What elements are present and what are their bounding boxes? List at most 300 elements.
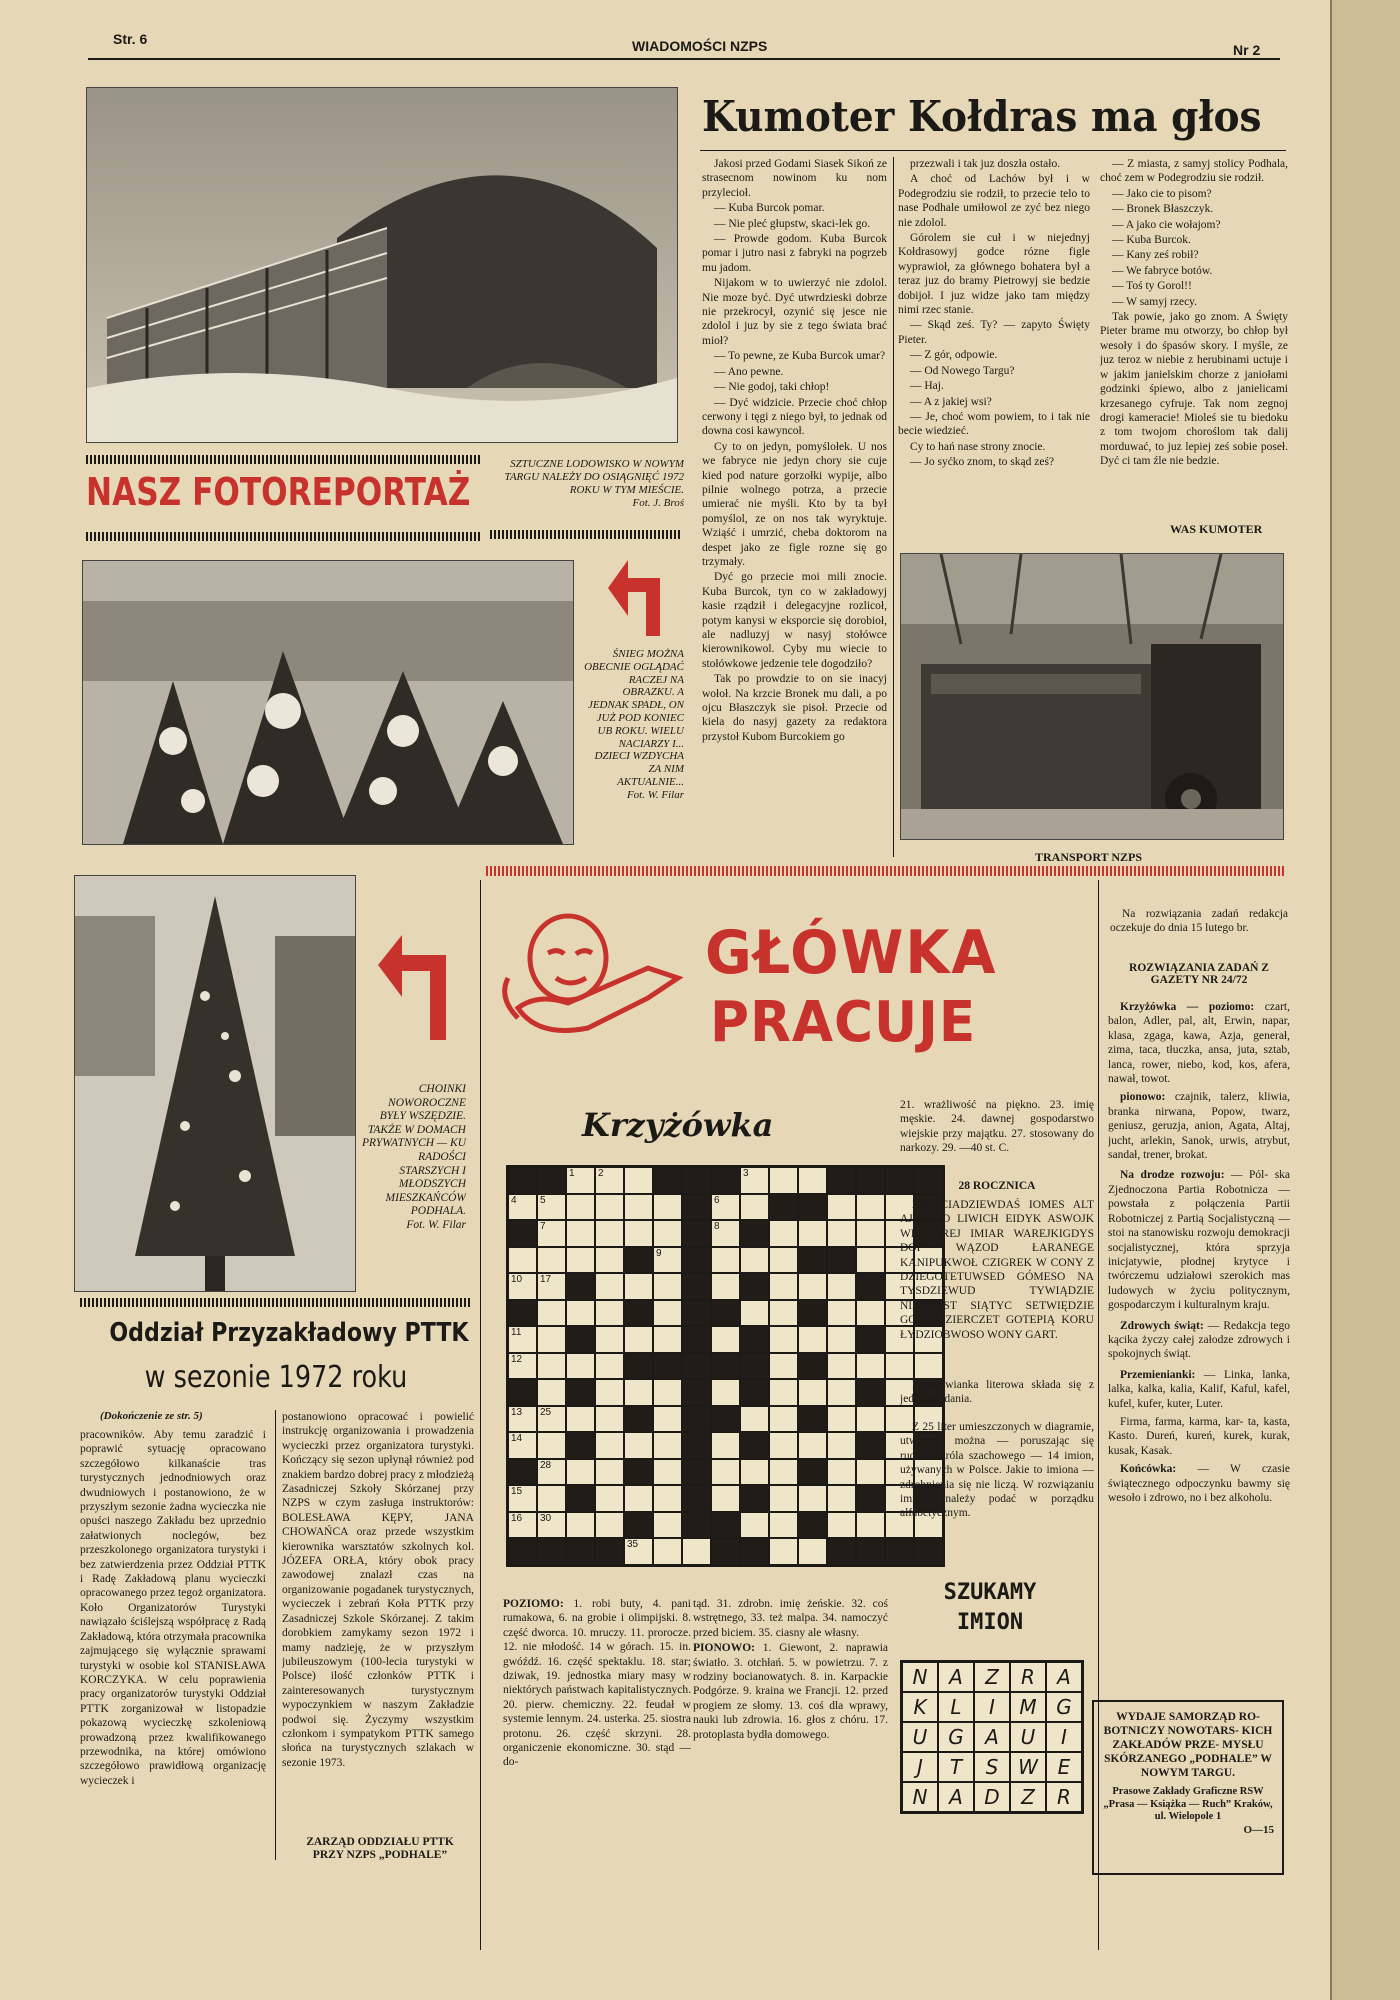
colophon-box <box>1092 1700 1284 1875</box>
kumoter-p: — Kany ześ robił? <box>1112 249 1199 262</box>
crossword-cell[interactable] <box>827 1512 856 1539</box>
crossword-cell[interactable] <box>827 1300 856 1327</box>
crossword-cell[interactable] <box>653 1194 682 1221</box>
letter-cell: A <box>1046 1662 1082 1692</box>
crossword-cell[interactable] <box>624 1379 653 1406</box>
letter-cell: K <box>902 1692 938 1722</box>
crossword-clues-mid <box>693 1597 888 1867</box>
crossword-cell[interactable] <box>653 1220 682 1247</box>
crossword-block <box>624 1247 653 1274</box>
crossword-cell[interactable] <box>537 1273 566 1300</box>
crossword-cell[interactable] <box>798 1167 827 1194</box>
crossword-cell[interactable] <box>856 1406 885 1433</box>
crossword-cell[interactable] <box>595 1220 624 1247</box>
crossword-number: 12 <box>511 1353 523 1365</box>
kumoter-p: — Prowde godom. Kuba Burcok pomar i jutro nasi z fabryki na pogrzeb mu jadom. <box>702 233 887 274</box>
crossword-cell[interactable] <box>856 1353 885 1380</box>
kumoter-p: — Bronek Błaszczyk. <box>1112 203 1214 216</box>
crossword-cell[interactable] <box>740 1512 769 1539</box>
kumoter-col-3 <box>1100 157 1288 525</box>
letter-cell: G <box>1046 1692 1082 1722</box>
crossword-cell[interactable] <box>711 1194 740 1221</box>
crossword-cell[interactable] <box>595 1194 624 1221</box>
crossword-block <box>595 1538 624 1565</box>
crossword-number: 13 <box>511 1406 523 1418</box>
crossword-block <box>827 1538 856 1565</box>
crossword-cell[interactable] <box>827 1326 856 1353</box>
red-arrow-icon <box>598 548 670 640</box>
crossword-cell[interactable] <box>856 1194 885 1221</box>
crossword-cell[interactable] <box>856 1459 885 1486</box>
crossword-cell[interactable] <box>566 1512 595 1539</box>
crossword-block <box>740 1538 769 1565</box>
kumoter-p: — W samyj rzecy. <box>1112 295 1198 308</box>
sol-droga-label: Na drodze rozwoju: <box>1120 1169 1225 1182</box>
crossword-cell[interactable] <box>740 1300 769 1327</box>
letter-cell: A <box>938 1782 974 1812</box>
crossword-cell[interactable] <box>595 1353 624 1380</box>
letter-cell: I <box>1046 1722 1082 1752</box>
crossword-block <box>856 1167 885 1194</box>
colophon-printer: Prasowe Zakłady Graficzne RSW „Prasa — Książka — Ruch” Kraków, ul. Wielopole 1 <box>1103 1786 1273 1822</box>
crossword-cell[interactable] <box>653 1406 682 1433</box>
crossword-cell[interactable] <box>566 1300 595 1327</box>
crossword-cell[interactable] <box>827 1220 856 1247</box>
crossword-block <box>508 1538 537 1565</box>
kumoter-p: — Skąd ześ. Ty? — zapyto Święty Pieter. <box>898 319 1090 346</box>
snow-image <box>83 561 573 844</box>
crossword-cell[interactable] <box>740 1247 769 1274</box>
crossword-cell[interactable] <box>653 1512 682 1539</box>
colophon-text: WYDAJE SAMORZĄD RO- BOTNICZY NOWOTARS- KICH ZAKŁADÓW PRZE- MYSŁU SKÓRZANEGO „PODHALE” W NOWYM TARGU. <box>1103 1711 1273 1779</box>
caption-hatch <box>490 530 680 539</box>
crossword-cell[interactable] <box>595 1459 624 1486</box>
foto-hatch-top <box>86 455 481 464</box>
caption-ice-rink-text: SZTUCZNE LODOWISKO W NOWYM TARGU NALEŻY DO OSIĄGNIĘĆ 1972 ROKU W TYM MIEŚCIE. <box>504 458 684 496</box>
sol-przemienianki <box>1108 1368 1290 1411</box>
crossword-block <box>682 1432 711 1459</box>
fotoreportaz-title: NASZ FOTOREPORTAŻ <box>86 470 471 514</box>
crossword-cell[interactable] <box>595 1247 624 1274</box>
kumoter-p: Cy to on jedyn, pomyślołek. U nos we fabryce nie jedyn chory sie cuje kied pod nature gorzołki wypije, albo pilnie wolnego potrza, a przecie umierać nie myśli. Kto by ta był pomyślol, ze on nos tak wyryktuje. Wziąść i umrzić, cheba doktorom na despet jako ze figle rozne się go trzymały. <box>702 440 887 568</box>
crossword-cell[interactable] <box>537 1379 566 1406</box>
header-rule <box>88 58 1280 60</box>
kumoter-p: — Nie pleć głupstw, skaci-lek go. <box>714 217 871 230</box>
crossword-cell[interactable] <box>537 1406 566 1433</box>
ice-rink-image <box>87 88 677 442</box>
crossword-cell[interactable] <box>624 1220 653 1247</box>
crossword-cell[interactable] <box>624 1485 653 1512</box>
kumoter-p: Górolem sie cuł i w niejednyj Kołdrasowyj godce rózne figle wyprawioł, za głównego bohatera był a teraz juz do bramy Pietrowyj sie bedzie dobijoł. I juz widze jako tam między nimi rzec stanie. <box>898 232 1090 317</box>
crossword-cell[interactable] <box>827 1406 856 1433</box>
foto-hatch-bottom <box>86 532 481 541</box>
crossword-block <box>566 1485 595 1512</box>
crossword-cell[interactable] <box>508 1353 537 1380</box>
crossword-block <box>624 1459 653 1486</box>
crossword-cell[interactable] <box>508 1485 537 1512</box>
crossword-number: 4 <box>511 1194 517 1206</box>
crossword-cell[interactable] <box>798 1273 827 1300</box>
crossword-cell[interactable] <box>769 1379 798 1406</box>
caption-snow-text: ŚNIEG MOŻNA OBECNIE OGLĄDAĆ RACZEJ NA OBRAZKU. A JEDNAK SPADŁ, ON JUŻ POD KONIEC UB ROKU. WIELU NACIARZY I... DZIECI WZDYCHA ZA NIM AKTUALNIE... <box>584 648 684 788</box>
kumoter-p: — To pewne, ze Kuba Burcok umar? <box>714 350 886 363</box>
kumoter-p: — We fabryce botów. <box>1112 264 1213 277</box>
crossword-cell[interactable] <box>537 1220 566 1247</box>
crossword-block <box>711 1538 740 1565</box>
kumoter-p: — Z gór, odpowie. <box>910 349 998 362</box>
crossword-cell[interactable] <box>537 1326 566 1353</box>
page-number: Str. 6 <box>113 31 148 47</box>
crossword-cell[interactable] <box>653 1326 682 1353</box>
crossword-cell[interactable] <box>595 1379 624 1406</box>
caption-ice-rink <box>488 458 684 510</box>
crossword-block <box>566 1432 595 1459</box>
letter-cell: R <box>1046 1782 1082 1812</box>
crossword-cell[interactable] <box>769 1247 798 1274</box>
crossword-cell[interactable] <box>769 1406 798 1433</box>
crossword-block <box>624 1512 653 1539</box>
crossword-block <box>508 1220 537 1247</box>
kumoter-p: — Haj. <box>910 380 944 393</box>
crossword-cell[interactable] <box>566 1406 595 1433</box>
crossword-cell[interactable] <box>508 1406 537 1433</box>
letter-cell: A <box>938 1662 974 1692</box>
crossword-cell[interactable] <box>624 1194 653 1221</box>
crossword-cell[interactable] <box>769 1432 798 1459</box>
photo-christmas-tree <box>74 875 356 1292</box>
crossword-cell[interactable] <box>595 1512 624 1539</box>
photo-snow <box>82 560 574 845</box>
crossword-block <box>566 1379 595 1406</box>
crossword-cell[interactable] <box>537 1512 566 1539</box>
kumoter-p: przezwali i tak juz doszła ostało. <box>910 158 1061 170</box>
poziomo-cont: tąd. 31. zdrobn. imię żeńskie. 32. coś wstrętnego, 33. też malpa. 34. namoczyć przed biciem. 35. ciasny ale własny. <box>693 1598 888 1639</box>
crossword-block <box>653 1353 682 1380</box>
crossword-cell[interactable] <box>711 1485 740 1512</box>
crossword-block <box>682 1353 711 1380</box>
crossword-cell[interactable] <box>595 1273 624 1300</box>
pttk-title-line2: w sezonie 1972 roku <box>144 1360 408 1395</box>
crossword-cell[interactable] <box>769 1512 798 1539</box>
pttk-hatch <box>80 1298 472 1307</box>
crossword-block <box>798 1300 827 1327</box>
crossword-cell[interactable] <box>711 1220 740 1247</box>
crossword-block <box>682 1326 711 1353</box>
credit-snow: Fot. W. Filar <box>626 788 684 801</box>
crossword-cell[interactable] <box>769 1220 798 1247</box>
crossword-cell[interactable] <box>740 1194 769 1221</box>
poziomo-text: 1. robi buty, 4. pani rumakowa, 6. na grobie i olimpijski. 8. część dworca. 10. mruczy. 11. prorocze. 12. nie młodość. 14 w górach. 15. in. gwóźdź. 16. część spektaklu. 18. star; dziwak, 19. jednostka miary masy w niektórych państwach kapitalistycznych. 20. pierw. chemiczny. 22. feudał w systemie lennym. 24. usterka. 25. siostra protonu. 26. część skrzyni. 28. organiczenie ekonomiczne. 30. stąd — do- <box>503 1598 691 1769</box>
crossword-cell[interactable] <box>508 1326 537 1353</box>
crossword-cell[interactable] <box>827 1432 856 1459</box>
crossword-cell[interactable] <box>827 1459 856 1486</box>
crossword-block <box>798 1459 827 1486</box>
crossword-cell[interactable] <box>624 1326 653 1353</box>
kumoter-p: — Jako cie to pisom? <box>1112 187 1212 200</box>
photo-ice-rink <box>86 87 678 443</box>
crossword-cell[interactable] <box>653 1300 682 1327</box>
crossword-cell[interactable] <box>856 1220 885 1247</box>
photo-transport <box>900 553 1284 840</box>
crossword-cell[interactable] <box>653 1273 682 1300</box>
crossword-block <box>856 1432 885 1459</box>
crossword-block <box>856 1273 885 1300</box>
crossword-cell[interactable] <box>537 1247 566 1274</box>
crossword-cell[interactable] <box>537 1300 566 1327</box>
crossword-block <box>856 1379 885 1406</box>
crossword-cell[interactable] <box>624 1167 653 1194</box>
crossword-cell[interactable] <box>624 1538 653 1565</box>
crossword-cell[interactable] <box>740 1167 769 1194</box>
pttk-signature: ZARZĄD ODDZIAŁU PTTK PRZY NZPS „PODHALE” <box>306 1836 454 1861</box>
letter-cell: W <box>1010 1752 1046 1782</box>
crossword-cell[interactable] <box>856 1512 885 1539</box>
crossword-cell[interactable] <box>798 1220 827 1247</box>
crossword-block <box>682 1459 711 1486</box>
letter-grid <box>900 1660 1084 1814</box>
crossword-block <box>798 1247 827 1274</box>
crossword-cell[interactable] <box>711 1459 740 1486</box>
clues-continued: 21. wrażliwość na piękno. 23. imię męskie. 24. dawnej gospodarstwo wiejskie przy majątku. 27. stosowany do narkozy. 29. —40 st. C. <box>900 1099 1094 1155</box>
crossword-block <box>856 1485 885 1512</box>
crossword-cell[interactable] <box>827 1194 856 1221</box>
christmas-tree-image <box>75 876 355 1291</box>
crossword-cell[interactable] <box>798 1379 827 1406</box>
red-separator <box>486 866 1286 876</box>
kumoter-p: — Dyć widzicie. Przecie choć chłop cerwony i tęgi z niego był, to jednak od downa cosi kawyncoł. <box>702 396 887 438</box>
kumoter-p: Tak po prowdzie to on sie inacyj wołoł. Na krzcie Bronek mu dali, a po ojcu Błaszczyk sie pisoł. Przecie od kiela do nasyj gazety za redaktora przystoł Kubom Burcokiem go <box>702 673 887 743</box>
crossword-cell[interactable] <box>595 1432 624 1459</box>
crossword-cell[interactable] <box>827 1485 856 1512</box>
crossword-block <box>711 1167 740 1194</box>
crossword-cell[interactable] <box>537 1485 566 1512</box>
crossword-cell[interactable] <box>508 1273 537 1300</box>
crossword-block <box>682 1485 711 1512</box>
kumoter-title: Kumoter Kołdras ma głos <box>702 92 1262 141</box>
crossword-cell[interactable] <box>566 1220 595 1247</box>
crossword-cell[interactable] <box>537 1432 566 1459</box>
crossword-cell[interactable] <box>508 1432 537 1459</box>
crossword-cell[interactable] <box>508 1194 537 1221</box>
crossword-cell[interactable] <box>624 1432 653 1459</box>
poziomo-label: POZIOMO: <box>503 1598 564 1610</box>
crossword-number: 35 <box>627 1539 639 1550</box>
crossword-cell[interactable] <box>769 1300 798 1327</box>
crossword-cell[interactable] <box>537 1194 566 1221</box>
kumoter-p: — Z miasta, z samyj stolicy Podhala, choć zem w Podegrodziu sie rodził. <box>1100 158 1288 185</box>
crossword-block <box>740 1326 769 1353</box>
sol-koncowka-label: Końcówka: <box>1120 1463 1177 1476</box>
crossword-cell[interactable] <box>856 1247 885 1274</box>
kumoter-p: — Kuba Burcok. <box>1112 234 1191 247</box>
crossword-block <box>682 1273 711 1300</box>
colophon-code: O—15 <box>1243 1823 1274 1836</box>
crossword-cell[interactable] <box>508 1247 537 1274</box>
crossword-cell[interactable] <box>595 1167 624 1194</box>
letter-cell: Z <box>1010 1782 1046 1812</box>
sol-droga-text: — Pól- ska Zjednoczona Partia Robotnicza — powstała z połączenia Partii Robotniczej z Partią Socjalistyczną — stoi na stanowisku rozwoju demokracji socjalistycznej, która sprzyja inicjatywie, płodnej krytyce i twórczemu udziałowi szerokich mas ludowych w życiu politycznym, gospodarczym i kulturalnym kraju. <box>1108 1169 1290 1312</box>
crossword-block <box>682 1167 711 1194</box>
sol-przemienianki-text: — Linka, lanka, lalka, kalka, kalia, Kalif, Kaful, kafel, kufel, kufer, kuter, Luter. <box>1108 1368 1290 1410</box>
letter-cell: N <box>902 1662 938 1692</box>
transport-image <box>901 554 1283 839</box>
sol-zdrowych-text: — Redakcja tego kącika życzy całej załodze zdrowych i spokojnych świąt. <box>1108 1319 1290 1361</box>
crossword-cell[interactable] <box>537 1353 566 1380</box>
crossword-block <box>624 1300 653 1327</box>
imion-text: Z 25 liter umieszczonych w diagramie, utworzyć można — poruszając się ruchem króla szachowego — 14 imion, używanych w Polsce. Jakie to imiona — zdrobnienia się nie liczą. W rozwiązaniu imiona należy podać w porządku alfabetycznym. <box>900 1421 1094 1520</box>
crossword-cell[interactable] <box>856 1300 885 1327</box>
crossword-block <box>508 1379 537 1406</box>
crossword-number: 17 <box>540 1274 552 1285</box>
kumoter-p: — A jako cie wołajom? <box>1112 218 1221 231</box>
sol-przemienianki-label: Przemienianki: <box>1120 1368 1196 1381</box>
pionowo-text: 1. Giewont, 2. naprawia światło. 3. otchłań. 5. w powietrzu. 7. z rodziny bocianowatych. 8. in. Karpackie Podgórze. 9. kraina we Francji. 12. przed progiem ze słomy. 13. coś dla wprawy, nauki lub zdrowia. 16. głos z chóru. 17. protoplasta bydła domowego. <box>693 1642 888 1741</box>
szukamy-line1: SZUKAMY <box>943 1580 1037 1605</box>
crossword-cell[interactable] <box>711 1273 740 1300</box>
crossword-cell[interactable] <box>769 1459 798 1486</box>
crossword-cell[interactable] <box>769 1273 798 1300</box>
crossword-cell[interactable] <box>508 1512 537 1539</box>
sol-firma: Firma, farma, karma, kar- ta, kasta, Kasto. Dureń, kureń, kurek, kurak, kusak, Kasak. <box>1108 1415 1290 1457</box>
kumoter-p: — Od Nowego Targu? <box>910 364 1015 377</box>
pionowo-clues <box>693 1641 888 1742</box>
crossword-cell[interactable] <box>711 1432 740 1459</box>
pttk-divider <box>275 1410 276 1860</box>
letter-cell: I <box>974 1692 1010 1722</box>
pionowo-label: PIONOWO: <box>693 1642 755 1655</box>
crossword-block <box>827 1247 856 1274</box>
crossword-block <box>827 1167 856 1194</box>
crossword-cell[interactable] <box>653 1432 682 1459</box>
letter-cell: N <box>902 1782 938 1812</box>
crossword-cell[interactable] <box>769 1538 798 1565</box>
crossword-cell[interactable] <box>769 1326 798 1353</box>
crossword-cell[interactable] <box>740 1459 769 1486</box>
kumoter-p: — Kuba Burcok pomar. <box>714 202 825 215</box>
crossword-cell[interactable] <box>595 1406 624 1433</box>
crossword-cell[interactable] <box>566 1459 595 1486</box>
crossword-block <box>682 1379 711 1406</box>
crossword-cell[interactable] <box>798 1485 827 1512</box>
sol-krzyzowka-text: czart, balon, Adler, pal, alt, Erwin, napar, klasa, zgaga, kawa, Azja, generał, zima, taca, tłuczka, ansa, juta, sztab, lanca, rower, niebo, kod, kos, afera, nawał, towot. <box>1108 1001 1290 1086</box>
rocznica-text: ŻUJ CIADZIEWDAŚ IOMES ALT AJMI DO LIWICH EIDYK ASWOJK WESZPIREJ IMIAR WAREJKIGDYS DOP WĄZOD ŁARANEGE KANIPUKWOŁ CZIGREK W CONY Z DZIEGOTETUWSED GÓMESO NA TYSDZIEWUD TYWIĄDZIE NIACZYST SIĄTYC SETWIĘDZIE GOTESDZIERCZET GOTEPIĄ KORU ŁYDZIOBWOSO WONY GART. <box>900 1199 1094 1341</box>
crossword-block <box>769 1194 798 1221</box>
red-arrow-icon <box>368 925 458 1045</box>
solutions-body <box>1108 1000 1290 1640</box>
kumoter-p: — Nie godoj, taki chłop! <box>714 381 830 394</box>
solutions-head: ROZWIĄZANIA ZADAŃ Z GAZETY NR 24/72 <box>1129 962 1269 986</box>
crossword-block <box>508 1300 537 1327</box>
crossword-cell[interactable] <box>827 1273 856 1300</box>
crossword-block <box>537 1538 566 1565</box>
crossword-block <box>682 1194 711 1221</box>
crossword-cell[interactable] <box>798 1432 827 1459</box>
crossword-cell[interactable] <box>769 1353 798 1380</box>
crossword-cell[interactable] <box>798 1538 827 1565</box>
kumoter-col-divider-1 <box>893 157 894 857</box>
crossword-cell[interactable] <box>711 1326 740 1353</box>
sol-pionowo <box>1108 1090 1290 1162</box>
crossword-cell[interactable] <box>711 1247 740 1274</box>
crossword-number: 16 <box>511 1512 523 1524</box>
crossword-cell[interactable] <box>711 1379 740 1406</box>
solutions-intro: Na rozwiązania zadań redakcja oczekuje do dnia 15 lutego br. <box>1110 908 1288 935</box>
crossword-number: 5 <box>540 1194 546 1206</box>
crossword-cell[interactable] <box>566 1353 595 1380</box>
crossword-cell[interactable] <box>566 1247 595 1274</box>
crossword-block <box>566 1538 595 1565</box>
letter-cell: S <box>974 1752 1010 1782</box>
letter-cell: A <box>974 1722 1010 1752</box>
crossword-cell[interactable] <box>653 1379 682 1406</box>
pttk-col-2 <box>282 1410 474 1835</box>
crossword-cell[interactable] <box>566 1194 595 1221</box>
crossword-cell[interactable] <box>653 1485 682 1512</box>
kumoter-p: — Ano pewne. <box>714 365 784 378</box>
crossword-cell[interactable] <box>827 1353 856 1380</box>
crossword-cell[interactable] <box>653 1247 682 1274</box>
crossword-block <box>653 1167 682 1194</box>
caption-christmas-tree <box>360 1083 466 1233</box>
kumoter-p: Tak powie, jako go znom. A Święty Pieter brame mu otworzy, bo chłop był wesoły i do śpasów skory. I myśle, ze juz teroz w niebie z herubinami uctuje i w jakim janielskim chorze z janiołami godzinki śpiewo, albo z janielicami krzesanego cyfruje. Tak nom zegnoj drogi kameracie! Mioleś sie tu biedoku z tom twojom choroślom tak dalij morduwać, to juz lepiej ześ sobie poseł. Dyć ci tam źle nie bedzie. <box>1100 311 1288 468</box>
kumoter-p: Cy to hań nase strony znocie. <box>910 440 1046 453</box>
crossword-cell[interactable] <box>769 1485 798 1512</box>
crossword-cell[interactable] <box>537 1459 566 1486</box>
letter-cell: U <box>1010 1722 1046 1752</box>
rocznica-note: Przestawianka literowa składa się z jednego zdania. <box>900 1379 1094 1406</box>
crossword-number: 10 <box>511 1274 523 1285</box>
letter-cell: L <box>938 1692 974 1722</box>
crossword-cell[interactable] <box>566 1167 595 1194</box>
crossword-cell[interactable] <box>653 1538 682 1565</box>
kumoter-rule <box>700 150 1286 151</box>
crossword-cell[interactable] <box>798 1326 827 1353</box>
crossword-number: 28 <box>540 1459 552 1471</box>
crossword-block <box>566 1326 595 1353</box>
crossword-cell[interactable] <box>740 1406 769 1433</box>
crossword-number: 15 <box>511 1486 523 1497</box>
letter-cell: G <box>938 1722 974 1752</box>
crossword-cell[interactable] <box>769 1167 798 1194</box>
crossword-block <box>740 1379 769 1406</box>
crossword-cell[interactable] <box>827 1379 856 1406</box>
caption-tree-text: CHOINKI NOWOROCZNE BYŁY WSZĘDZIE. TAKŻE W DOMACH PRYWATNYCH — KU RADOŚCI STARSZYCH I MŁODSZYCH MIESZKAŃCÓW PODHALA. <box>362 1083 466 1218</box>
crossword-cell[interactable] <box>624 1273 653 1300</box>
crossword-block <box>508 1459 537 1486</box>
crossword-grid <box>506 1165 945 1567</box>
transport-caption: TRANSPORT NZPS <box>1035 850 1143 864</box>
crossword-number: 11 <box>511 1327 522 1338</box>
crossword-cell[interactable] <box>682 1538 711 1565</box>
crossword-block <box>798 1194 827 1221</box>
crossword-cell[interactable] <box>595 1300 624 1327</box>
crossword-number: 8 <box>714 1221 720 1232</box>
letter-cell: M <box>1010 1692 1046 1722</box>
crossword-block <box>624 1353 653 1380</box>
crossword-cell[interactable] <box>595 1485 624 1512</box>
credit-tree: Fot. W. Filar <box>406 1218 466 1231</box>
crossword-cell[interactable] <box>595 1326 624 1353</box>
crossword-block <box>798 1406 827 1433</box>
crossword-block <box>740 1353 769 1380</box>
crossword-number: 1 <box>569 1168 575 1179</box>
sol-zdrowych <box>1108 1319 1290 1362</box>
crossword-number: 3 <box>743 1168 749 1179</box>
crossword-cell[interactable] <box>653 1459 682 1486</box>
crossword-block <box>682 1300 711 1327</box>
letter-cell: T <box>938 1752 974 1782</box>
pttk-col-2-text: postanowiono opracować i powielić instrukcję organizowania i prowadzenia wycieczki przez organizatora turystyki. Kończący się sezon upłynął również pod znakiem bardzo dobrej pracy z młodzieżą Zasadniczej Szkoły Skórzanej przy NZPS w czym zasługa instruktorów: BOLESŁAWA KĘPY, JANA CHOWAŃCA oraz przede wszystkim kierownika warsztatów szkolnych kol. JÓZEFA ORŁA, który obok pracy zawodowej znalazł czas na organizowanie pogadanek turystycznych, wycieczek i zebrań Koła PTTK przy Zasadniczej Szkole Skórzanej. Z takim dorobkiem zamykamy sezon 1972 i mamy nadzieję, że w przyszłym jubileuszowym (100-lecia turystyki w Polsce) ilość członków PTTK i zainteresowanych turystycznym wypoczynkiem w naszym Zakładzie podwoi się. Życzymy wszystkim członkom i sympatykom PTTK samego słońca na turystycznych szlakach w sezonie 1973. <box>282 1411 474 1769</box>
